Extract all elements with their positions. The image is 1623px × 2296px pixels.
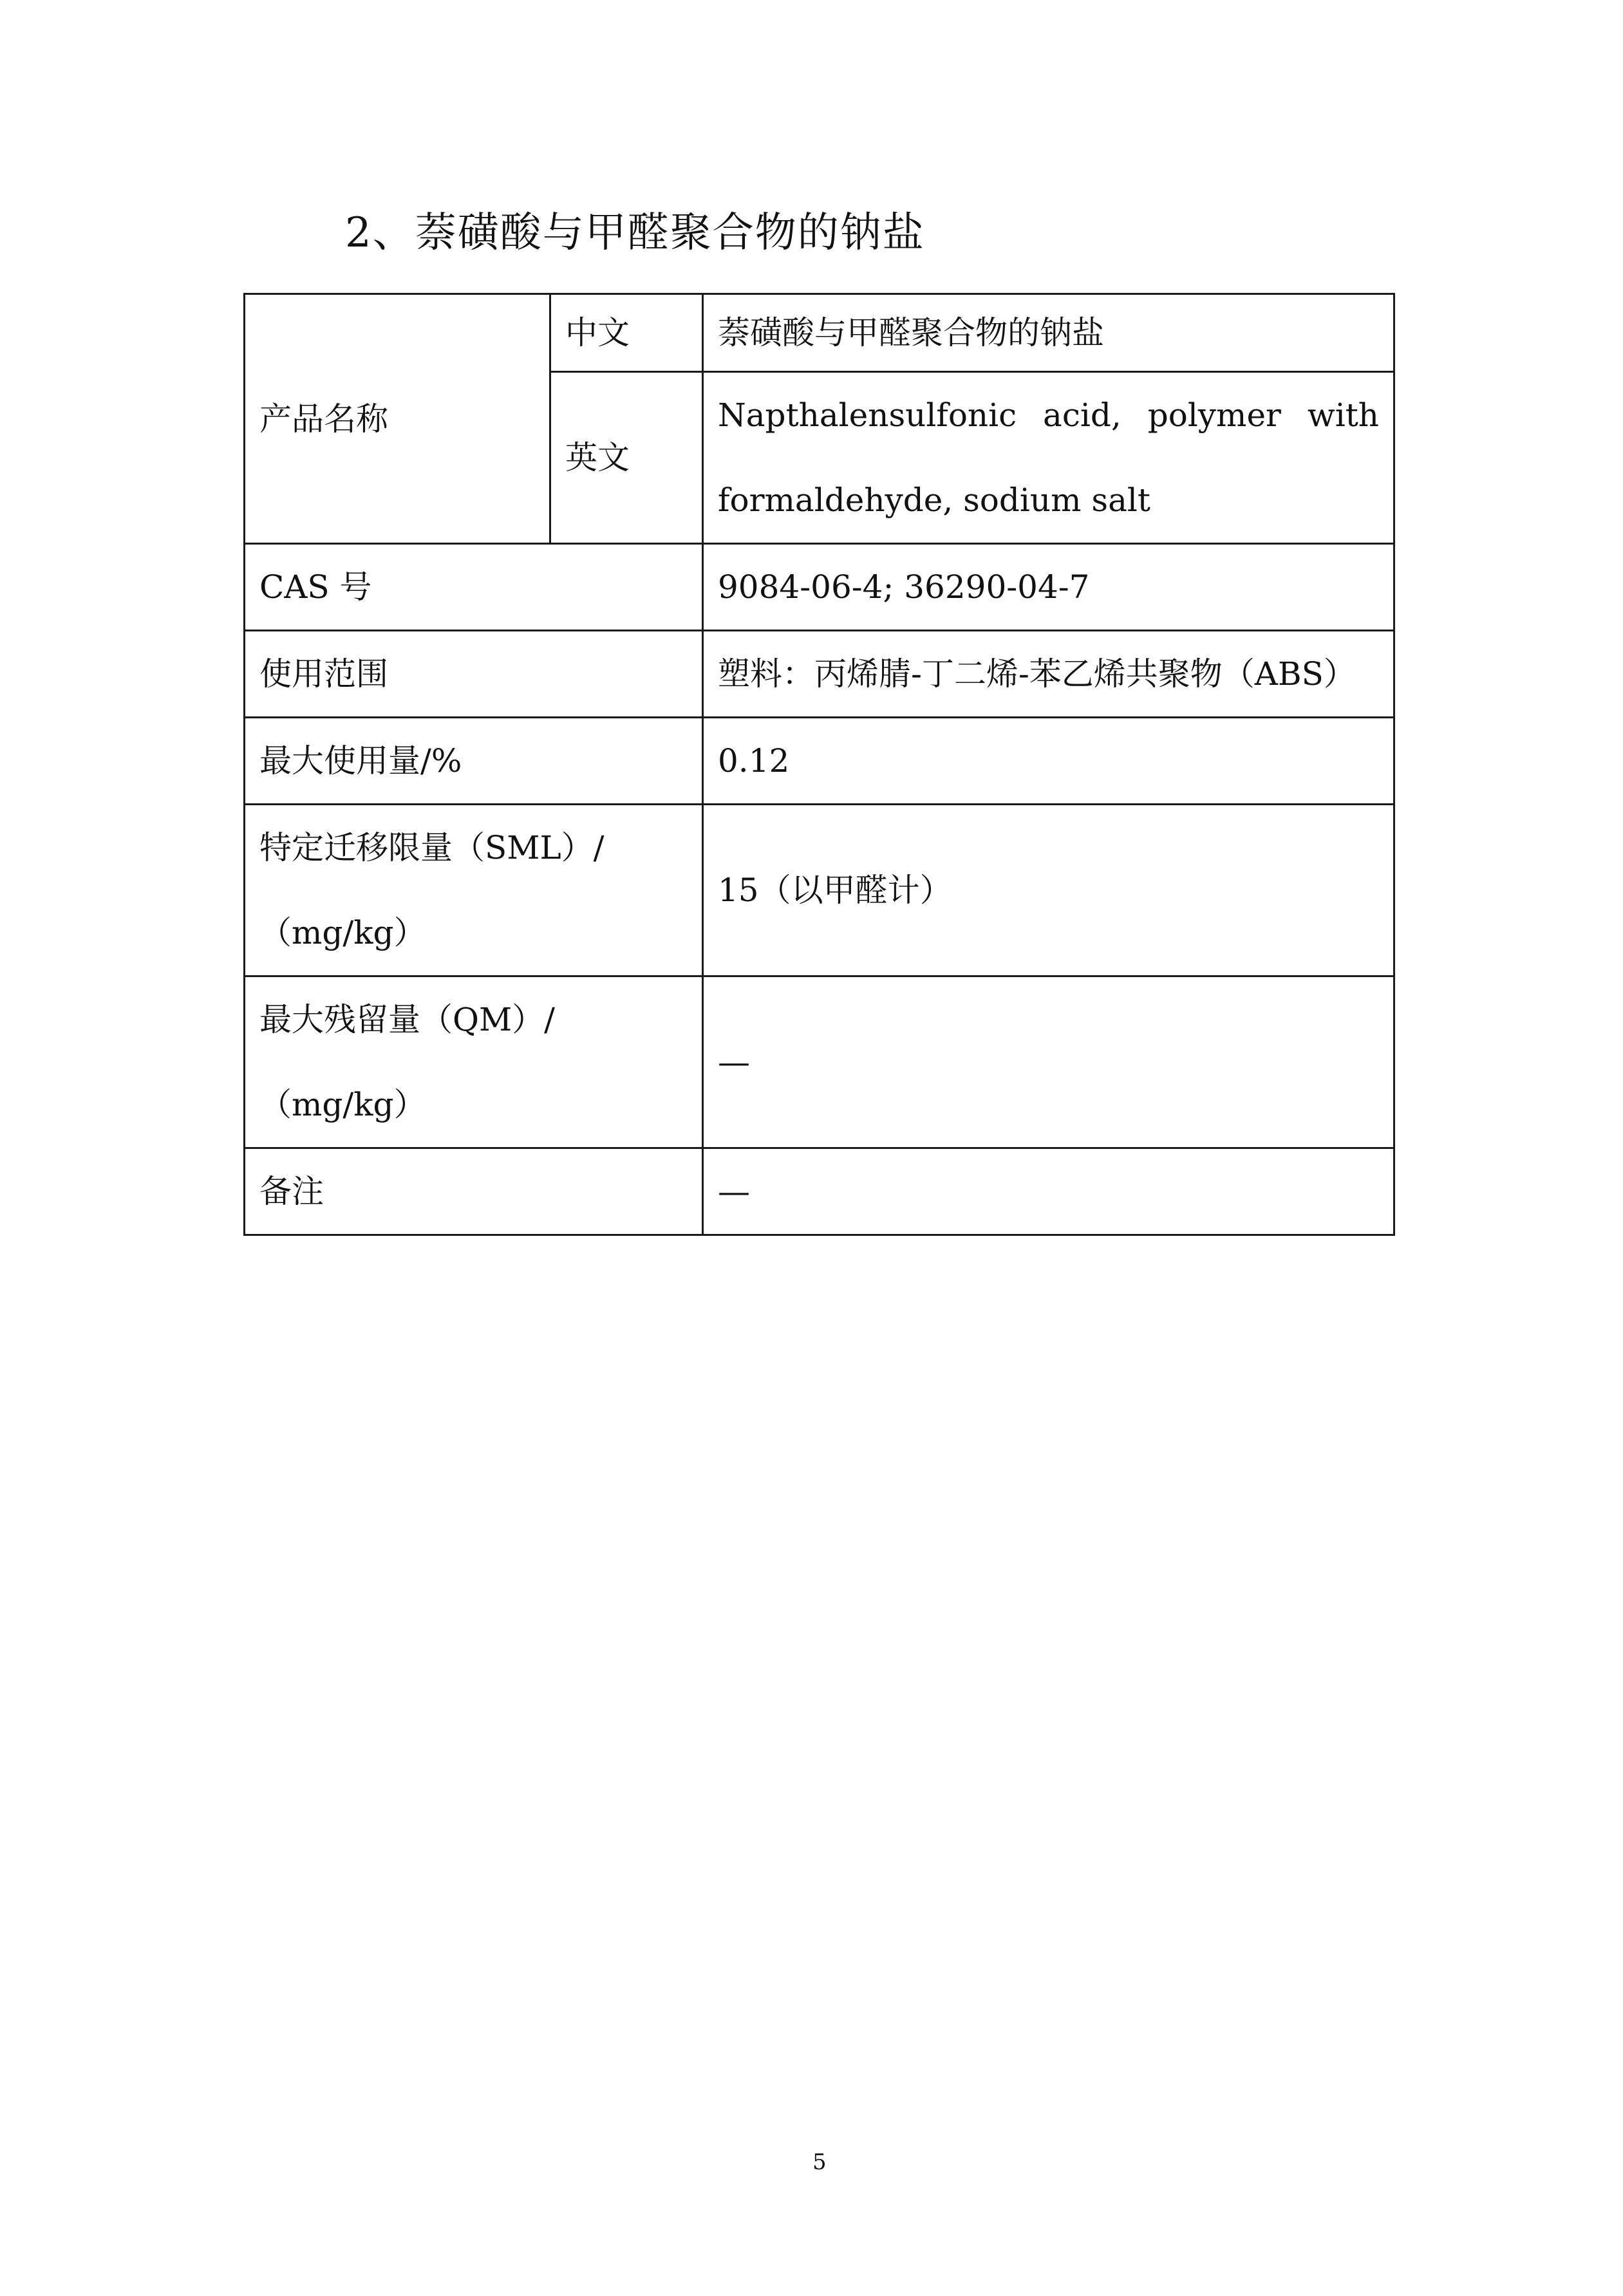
max-use-label: 最大使用量/%: [245, 718, 703, 805]
cas-value: 9084-06-4; 36290-04-7: [703, 544, 1394, 631]
max-use-value: 0.12: [703, 718, 1394, 805]
english-name-value: Napthalensulfonic acid, polymer with formaldehyde, sodium salt: [703, 372, 1394, 544]
product-name-label: 产品名称: [245, 294, 550, 544]
sml-value: 15（以甲醛计）: [703, 805, 1394, 976]
sml-label: 特定迁移限量（SML）/（mg/kg）: [245, 805, 703, 976]
section-title: 2、萘磺酸与甲醛聚合物的钠盐: [345, 209, 925, 257]
table-row: [245, 544, 1394, 631]
table-row: [245, 805, 1394, 976]
scope-label: 使用范围: [245, 631, 703, 718]
qm-label: 最大残留量（QM）/（mg/kg）: [245, 976, 703, 1148]
remarks-label: 备注: [245, 1148, 703, 1235]
english-label: 英文: [550, 372, 703, 544]
scope-value: 塑料：丙烯腈-丁二烯-苯乙烯共聚物（ABS）: [703, 631, 1394, 718]
qm-value: —: [703, 976, 1394, 1148]
additive-spec-table: [243, 293, 1395, 1236]
remarks-value: —: [703, 1148, 1394, 1235]
table-row: [245, 976, 1394, 1148]
table-row: [245, 718, 1394, 805]
table-row: [245, 294, 1394, 372]
chinese-name-value: 萘磺酸与甲醛聚合物的钠盐: [703, 294, 1394, 372]
cas-label: CAS 号: [245, 544, 703, 631]
table-row: [245, 1148, 1394, 1235]
page-number: 5: [812, 2149, 827, 2175]
table-row: [245, 631, 1394, 718]
chinese-label: 中文: [550, 294, 703, 372]
